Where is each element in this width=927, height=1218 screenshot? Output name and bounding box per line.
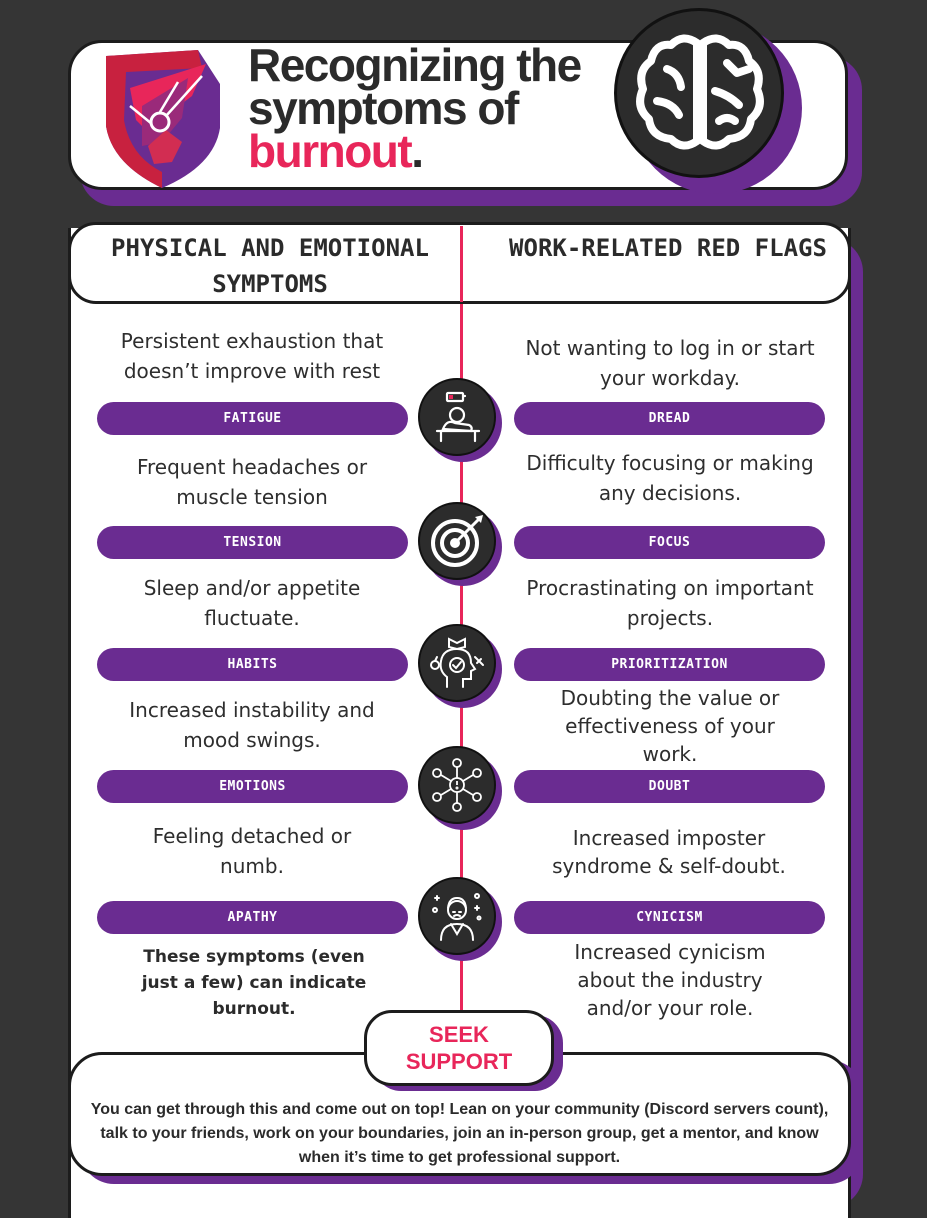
row5-icon-circle (418, 877, 496, 955)
cynicism-description: Increased imposter syndrome & self-doubt. (552, 826, 786, 878)
title-line-2: symptoms of (248, 82, 518, 134)
focus-description: Difficulty focusing or making any decisions. (526, 451, 814, 505)
left-column-header: PHYSICAL AND EMOTIONAL SYMPTOMS (111, 234, 429, 298)
page-title (248, 39, 628, 177)
dread-label: DREAD (514, 402, 825, 435)
seek-support-line-1: SEEK (429, 1022, 489, 1047)
fatigue-description: Persistent exhaustion that doesn’t improve with rest (120, 329, 384, 383)
title-period: . (411, 125, 423, 177)
cynicism-extra-description: Increased cynicism about the industry and/or your role. (574, 940, 766, 1020)
row2-icon-circle (418, 502, 496, 580)
tension-label: TENSION (97, 526, 408, 559)
row1-icon-circle (418, 378, 496, 456)
title-accent: burnout (248, 125, 412, 177)
tension-description: Frequent headaches or muscle tension (136, 455, 368, 509)
shield-logo-icon (102, 46, 224, 192)
target-icon (429, 513, 485, 569)
seek-support-line-2: SUPPORT (405, 1049, 513, 1074)
apathy-description: Feeling detached or numb. (152, 824, 352, 878)
support-body: You can get through this and come out on top! Lean on your community (Discord servers count), talk to your friends, work on your boundaries, join an in-person group, get a mentor, and know when it’s time to get professional support. (90, 1101, 829, 1166)
row4-icon-circle (418, 746, 496, 824)
emotions-network-icon (429, 757, 485, 813)
title-line-1: Recognizing the (248, 39, 581, 91)
title-line-3 (248, 125, 628, 177)
emotions-label: EMOTIONS (97, 770, 408, 803)
prioritization-label: PRIORITIZATION (514, 648, 825, 681)
habits-head-icon (429, 635, 485, 691)
right-column-header: WORK-RELATED RED FLAGS (509, 234, 827, 262)
habits-description: Sleep and/or appetite fluctuate. (143, 576, 361, 630)
brain-circle (614, 8, 784, 178)
focus-label: FOCUS (514, 526, 825, 559)
dread-description: Not wanting to log in or start your workday. (525, 336, 815, 390)
burnout-note: These symptoms (even just a few) can indicate burnout. (141, 947, 367, 1019)
center-divider-top (460, 226, 463, 302)
fatigue-label: FATIGUE (97, 402, 408, 435)
frustrated-person-icon (429, 888, 485, 944)
tired-worker-icon (429, 389, 485, 445)
doubt-label: DOUBT (514, 770, 825, 803)
prioritization-description: Procrastinating on important projects. (526, 576, 814, 630)
emotions-description: Increased instability and mood swings. (129, 698, 375, 752)
brain-icon (617, 11, 781, 175)
seek-support-badge (364, 1010, 554, 1086)
habits-label: HABITS (97, 648, 408, 681)
doubt-description: Doubting the value or effectiveness of your work. (560, 686, 780, 766)
row3-icon-circle (418, 624, 496, 702)
apathy-label: APATHY (97, 901, 408, 934)
cynicism-label: CYNICISM (514, 901, 825, 934)
